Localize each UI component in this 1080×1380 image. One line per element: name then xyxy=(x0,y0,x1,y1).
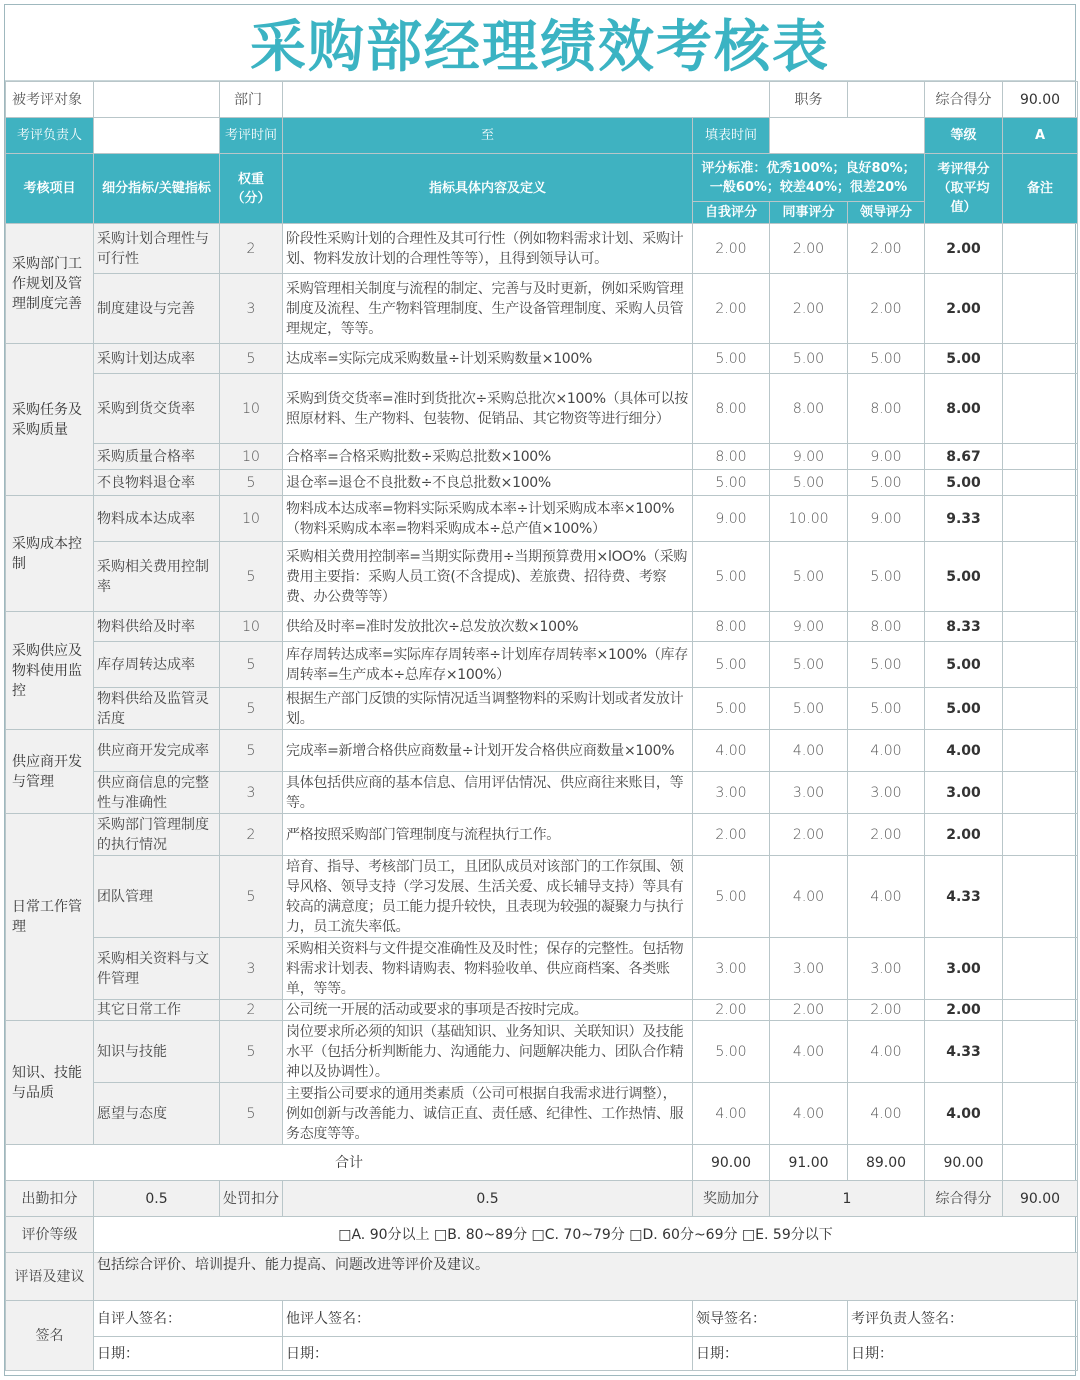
table-row xyxy=(6,1083,1078,1145)
total-leader: 89.00 xyxy=(848,1145,925,1181)
subject-label: 被考评对象 xyxy=(6,82,94,118)
peer-score[interactable]: 5.00 xyxy=(770,542,848,612)
sub-indicator: 采购到货交货率 xyxy=(94,374,220,444)
self-score[interactable]: 2.00 xyxy=(693,814,770,856)
final-score: 4.33 xyxy=(925,856,1003,938)
total-peer: 91.00 xyxy=(770,1145,848,1181)
comments-text[interactable]: 包括综合评价、培训提升、能力提高、问题改进等评价及建议。 xyxy=(94,1253,1078,1301)
final-score: 2.00 xyxy=(925,1000,1003,1021)
weight-value: 5 xyxy=(220,856,283,938)
table-row xyxy=(6,496,1078,542)
remark-cell[interactable] xyxy=(1003,444,1078,470)
deductions-row xyxy=(6,1181,1078,1217)
definition-text: 阶段性采购计划的合理性及其可行性（例如物料需求计划、采购计划、物料发放计划的合理性等等），且得到领导认可。 xyxy=(283,224,693,274)
remark-cell[interactable] xyxy=(1003,772,1078,814)
table-row xyxy=(6,542,1078,612)
self-score[interactable]: 5.00 xyxy=(693,470,770,496)
score-value: 90.00 xyxy=(1003,82,1078,118)
self-score[interactable]: 5.00 xyxy=(693,542,770,612)
peer-score[interactable]: 2.00 xyxy=(770,224,848,274)
final-score: 5.00 xyxy=(925,470,1003,496)
leader-score[interactable]: 3.00 xyxy=(848,772,925,814)
definition-text: 退仓率=退仓不良批数÷不良总批数×100% xyxy=(283,470,693,496)
definition-text: 采购相关费用控制率=当期实际费用÷当期预算费用×lOO%（采购费用主要指：采购人员工资(不含提成)、差旅费、招待费、考察费、办公费等等） xyxy=(283,542,693,612)
table-row xyxy=(6,856,1078,938)
category-cell: 采购部门工作规划及管理制度完善 xyxy=(6,224,94,344)
self-score[interactable]: 5.00 xyxy=(693,688,770,730)
definition-text: 岗位要求所必须的知识（基础知识、业务知识、关联知识）及技能水平（包括分析判断能力、沟通能力、问题解决能力、团队合作精神以及协调性）。 xyxy=(283,1021,693,1083)
self-score[interactable]: 2.00 xyxy=(693,224,770,274)
self-score[interactable]: 5.00 xyxy=(693,1021,770,1083)
final-score: 4.00 xyxy=(925,730,1003,772)
sub-indicator: 物料供给及监管灵活度 xyxy=(94,688,220,730)
col-weight: 权重（分） xyxy=(220,154,283,224)
category-cell: 采购供应及物料使用监控 xyxy=(6,612,94,730)
final-score: 2.00 xyxy=(925,274,1003,344)
peer-score[interactable]: 4.00 xyxy=(770,1083,848,1145)
period-label: 考评时间 xyxy=(220,118,283,154)
table-row xyxy=(6,344,1078,374)
category-cell: 知识、技能与品质 xyxy=(6,1021,94,1145)
position-label: 职务 xyxy=(770,82,848,118)
owner-sign-field[interactable]: 考评负责人签名： xyxy=(848,1301,1078,1337)
sub-indicator: 采购计划合理性与可行性 xyxy=(94,224,220,274)
leader-score[interactable]: 9.00 xyxy=(848,496,925,542)
self-score[interactable]: 5.00 xyxy=(693,856,770,938)
weight-value: 5 xyxy=(220,542,283,612)
self-score[interactable]: 2.00 xyxy=(693,274,770,344)
weight-value: 3 xyxy=(220,772,283,814)
final-score: 3.00 xyxy=(925,938,1003,1000)
self-score[interactable]: 9.00 xyxy=(693,496,770,542)
weight-value: 10 xyxy=(220,496,283,542)
table-row xyxy=(6,444,1078,470)
leader-score[interactable]: 4.00 xyxy=(848,730,925,772)
bonus-label: 奖励加分 xyxy=(693,1181,770,1217)
definition-text: 物料成本达成率=物料实际采购成本率÷计划采购成本率×100%（物料采购成本率=物料采购成本÷总产值×100%） xyxy=(283,496,693,542)
table-row xyxy=(6,772,1078,814)
leader-score[interactable]: 8.00 xyxy=(848,612,925,642)
peer-score[interactable]: 4.00 xyxy=(770,730,848,772)
page-title: 采购部经理绩效考核表 xyxy=(5,5,1075,81)
appraisal-sheet xyxy=(4,4,1076,1376)
sub-indicator: 不良物料退仓率 xyxy=(94,470,220,496)
remark-cell[interactable] xyxy=(1003,1021,1078,1083)
weight-value: 5 xyxy=(220,730,283,772)
remark-cell[interactable] xyxy=(1003,542,1078,612)
final-score: 5.00 xyxy=(925,542,1003,612)
leader-score[interactable]: 2.00 xyxy=(848,274,925,344)
table-row xyxy=(6,1000,1078,1021)
col-sub: 细分指标/关键指标 xyxy=(94,154,220,224)
sub-indicator: 采购相关资料与文件管理 xyxy=(94,938,220,1000)
category-cell: 采购任务及采购质量 xyxy=(6,344,94,496)
remark-cell[interactable] xyxy=(1003,470,1078,496)
leader-score[interactable]: 5.00 xyxy=(848,688,925,730)
penalty-label: 处罚扣分 xyxy=(220,1181,283,1217)
peer-score[interactable]: 4.00 xyxy=(770,856,848,938)
position-input[interactable] xyxy=(848,82,925,118)
period-to[interactable]: 至 xyxy=(283,118,693,154)
peer-score[interactable]: 5.00 xyxy=(770,642,848,688)
remark-cell[interactable] xyxy=(1003,612,1078,642)
comments-row xyxy=(6,1253,1078,1301)
grade-label: 等级 xyxy=(925,118,1003,154)
table-row xyxy=(6,224,1078,274)
peer-score[interactable]: 9.00 xyxy=(770,444,848,470)
signature-row xyxy=(6,1337,1078,1371)
final-score: 5.00 xyxy=(925,642,1003,688)
definition-text: 公司统一开展的活动或要求的事项是否按时完成。 xyxy=(283,1000,693,1021)
self-score[interactable]: 4.00 xyxy=(693,730,770,772)
peer-score[interactable]: 9.00 xyxy=(770,612,848,642)
fill-time-input[interactable] xyxy=(770,118,925,154)
col-standard: 评分标准：优秀100%；良好80%；一般60%；较差40%；很差20% xyxy=(693,154,925,202)
bonus-value[interactable]: 1 xyxy=(770,1181,925,1217)
owner-label: 考评负责人 xyxy=(6,118,94,154)
definition-text: 采购管理相关制度与流程的制定、完善与及时更新，例如采购管理制度及流程、生产物料管理制度、生产设备管理制度、采购人员管理规定，等等。 xyxy=(283,274,693,344)
table-row xyxy=(6,938,1078,1000)
remark-cell[interactable] xyxy=(1003,496,1078,542)
remark-cell[interactable] xyxy=(1003,856,1078,938)
peer-score[interactable]: 5.00 xyxy=(770,688,848,730)
final-score: 8.00 xyxy=(925,374,1003,444)
peer-score[interactable]: 5.00 xyxy=(770,470,848,496)
table-row xyxy=(6,274,1078,344)
fill-time-label: 填表时间 xyxy=(693,118,770,154)
category-cell: 采购成本控制 xyxy=(6,496,94,612)
leader-score[interactable]: 5.00 xyxy=(848,344,925,374)
definition-text: 合格率=合格采购批数÷采购总批数×100% xyxy=(283,444,693,470)
weight-value: 10 xyxy=(220,612,283,642)
grade-value: A xyxy=(1003,118,1078,154)
weight-value: 5 xyxy=(220,1083,283,1145)
remark-cell[interactable] xyxy=(1003,814,1078,856)
grading-label: 评价等级 xyxy=(6,1217,94,1253)
final-score: 5.00 xyxy=(925,688,1003,730)
leader-date-field[interactable]: 日期： xyxy=(693,1337,848,1371)
self-score[interactable]: 2.00 xyxy=(693,1000,770,1021)
sub-indicator: 采购相关费用控制率 xyxy=(94,542,220,612)
table-row xyxy=(6,612,1078,642)
table-row xyxy=(6,688,1078,730)
peer-score[interactable]: 2.00 xyxy=(770,814,848,856)
weight-value: 2 xyxy=(220,814,283,856)
sub-indicator: 物料供给及时率 xyxy=(94,612,220,642)
definition-text: 达成率=实际完成采购数量÷计划采购数量×100% xyxy=(283,344,693,374)
definition-text: 完成率=新增合格供应商数量÷计划开发合格供应商数量×100% xyxy=(283,730,693,772)
owner-input[interactable] xyxy=(94,118,220,154)
weight-value: 2 xyxy=(220,1000,283,1021)
overall-value: 90.00 xyxy=(1003,1181,1078,1217)
weight-value: 10 xyxy=(220,374,283,444)
col-remark: 备注 xyxy=(1003,154,1078,224)
final-score: 4.33 xyxy=(925,1021,1003,1083)
col-item: 考核项目 xyxy=(6,154,94,224)
definition-text: 采购相关资料与文件提交准确性及及时性；保存的完整性。包括物料需求计划表、物料请购表、物料验收单、供应商档案、各类账单，等等。 xyxy=(283,938,693,1000)
leader-score[interactable]: 3.00 xyxy=(848,938,925,1000)
peer-score[interactable]: 10.00 xyxy=(770,496,848,542)
leader-score[interactable]: 8.00 xyxy=(848,374,925,444)
definition-text: 主要指公司要求的通用类素质（公司可根据自我需求进行调整），例如创新与改善能力、诚信正直、责任感、纪律性、工作热情、服务态度等等。 xyxy=(283,1083,693,1145)
definition-text: 根据生产部门反馈的实际情况适当调整物料的采购计划或者发放计划。 xyxy=(283,688,693,730)
self-sign-field[interactable]: 自评人签名： xyxy=(94,1301,283,1337)
final-score: 4.00 xyxy=(925,1083,1003,1145)
remark-cell[interactable] xyxy=(1003,1000,1078,1021)
definition-text: 库存周转达成率=实际库存周转率÷计划库存周转率×100%（库存周转率=生产成本÷总库存×100%） xyxy=(283,642,693,688)
self-score[interactable]: 8.00 xyxy=(693,444,770,470)
remark-cell[interactable] xyxy=(1003,224,1078,274)
signature-label: 签名 xyxy=(6,1301,94,1371)
weight-value: 5 xyxy=(220,1021,283,1083)
total-self: 90.00 xyxy=(693,1145,770,1181)
leader-score[interactable]: 4.00 xyxy=(848,1021,925,1083)
col-final: 考评得分（取平均值） xyxy=(925,154,1003,224)
sub-indicator: 采购计划达成率 xyxy=(94,344,220,374)
sub-indicator: 其它日常工作 xyxy=(94,1000,220,1021)
remark-cell[interactable] xyxy=(1003,344,1078,374)
sub-indicator: 制度建设与完善 xyxy=(94,274,220,344)
category-cell: 日常工作管理 xyxy=(6,814,94,1021)
dept-label: 部门 xyxy=(220,82,283,118)
sub-indicator: 知识与技能 xyxy=(94,1021,220,1083)
weight-value: 3 xyxy=(220,274,283,344)
sub-indicator: 团队管理 xyxy=(94,856,220,938)
peer-score[interactable]: 4.00 xyxy=(770,1021,848,1083)
owner-date-field[interactable]: 日期： xyxy=(848,1337,1078,1371)
sub-indicator: 物料成本达成率 xyxy=(94,496,220,542)
attendance-label: 出勤扣分 xyxy=(6,1181,94,1217)
remark-cell[interactable] xyxy=(1003,642,1078,688)
table-row xyxy=(6,642,1078,688)
grading-row xyxy=(6,1217,1078,1253)
remark-cell[interactable] xyxy=(1003,274,1078,344)
weight-value: 5 xyxy=(220,688,283,730)
attendance-value[interactable]: 0.5 xyxy=(94,1181,220,1217)
col-self: 自我评分 xyxy=(693,202,770,224)
total-remark xyxy=(1003,1145,1078,1181)
self-score[interactable]: 5.00 xyxy=(693,642,770,688)
leader-score[interactable]: 2.00 xyxy=(848,1000,925,1021)
leader-sign-field[interactable]: 领导签名： xyxy=(693,1301,848,1337)
col-peer: 同事评分 xyxy=(770,202,848,224)
weight-value: 5 xyxy=(220,470,283,496)
self-score[interactable]: 8.00 xyxy=(693,612,770,642)
definition-text: 具体包括供应商的基本信息、信用评估情况、供应商往来账目，等等。 xyxy=(283,772,693,814)
self-score[interactable]: 3.00 xyxy=(693,772,770,814)
penalty-value[interactable]: 0.5 xyxy=(283,1181,693,1217)
final-score: 8.67 xyxy=(925,444,1003,470)
sub-indicator: 采购质量合格率 xyxy=(94,444,220,470)
dept-input[interactable] xyxy=(283,82,770,118)
col-leader: 领导评分 xyxy=(848,202,925,224)
weight-value: 5 xyxy=(220,344,283,374)
final-score: 2.00 xyxy=(925,224,1003,274)
definition-text: 供给及时率=准时发放批次÷总发放次数×100% xyxy=(283,612,693,642)
leader-score[interactable]: 4.00 xyxy=(848,856,925,938)
definition-text: 采购到货交货率=准时到货批次÷采购总批次×100%（具体可以按照原材料、生产物料、包装物、促销品、其它物资等进行细分） xyxy=(283,374,693,444)
weight-value: 5 xyxy=(220,642,283,688)
table-row xyxy=(6,814,1078,856)
total-row xyxy=(6,1145,1078,1181)
leader-score[interactable]: 5.00 xyxy=(848,542,925,612)
peer-sign-field[interactable]: 他评人签名： xyxy=(283,1301,693,1337)
table-row xyxy=(6,730,1078,772)
table-row xyxy=(6,374,1078,444)
self-score[interactable]: 5.00 xyxy=(693,344,770,374)
comments-label: 评语及建议 xyxy=(6,1253,94,1301)
category-cell: 供应商开发与管理 xyxy=(6,730,94,814)
self-date-field[interactable]: 日期： xyxy=(94,1337,283,1371)
peer-score[interactable]: 3.00 xyxy=(770,938,848,1000)
remark-cell[interactable] xyxy=(1003,374,1078,444)
leader-score[interactable]: 2.00 xyxy=(848,814,925,856)
leader-score[interactable]: 5.00 xyxy=(848,642,925,688)
grading-options[interactable]: □A. 90分以上 □B. 80~89分 □C. 70~79分 □D. 60分~69分 □E. 59分以下 xyxy=(94,1217,1078,1253)
final-score: 9.33 xyxy=(925,496,1003,542)
table-row xyxy=(6,470,1078,496)
peer-date-field[interactable]: 日期： xyxy=(283,1337,693,1371)
sub-indicator: 供应商信息的完整性与准确性 xyxy=(94,772,220,814)
remark-cell[interactable] xyxy=(1003,688,1078,730)
leader-score[interactable]: 9.00 xyxy=(848,444,925,470)
self-score[interactable]: 3.00 xyxy=(693,938,770,1000)
remark-cell[interactable] xyxy=(1003,938,1078,1000)
weight-value: 10 xyxy=(220,444,283,470)
sub-indicator: 愿望与态度 xyxy=(94,1083,220,1145)
remark-cell[interactable] xyxy=(1003,730,1078,772)
final-score: 3.00 xyxy=(925,772,1003,814)
final-score: 5.00 xyxy=(925,344,1003,374)
peer-score[interactable]: 2.00 xyxy=(770,1000,848,1021)
final-score: 8.33 xyxy=(925,612,1003,642)
weight-value: 2 xyxy=(220,224,283,274)
self-score[interactable]: 8.00 xyxy=(693,374,770,444)
self-score[interactable]: 4.00 xyxy=(693,1083,770,1145)
peer-score[interactable]: 5.00 xyxy=(770,344,848,374)
definition-text: 严格按照采购部门管理制度与流程执行工作。 xyxy=(283,814,693,856)
sub-indicator: 库存周转达成率 xyxy=(94,642,220,688)
total-label: 合计 xyxy=(6,1145,693,1181)
leader-score[interactable]: 4.00 xyxy=(848,1083,925,1145)
score-label: 综合得分 xyxy=(925,82,1003,118)
subject-input[interactable] xyxy=(94,82,220,118)
col-definition: 指标具体内容及定义 xyxy=(283,154,693,224)
definition-text: 培育、指导、考核部门员工，且团队成员对该部门的工作氛围、领导风格、领导支持（学习发展、生活关爱、成长辅导支持）等具有较高的满意度；员工能力提升较快，且表现为较强的凝聚力与执行力，员工流失率低。 xyxy=(283,856,693,938)
total-final: 90.00 xyxy=(925,1145,1003,1181)
final-score: 2.00 xyxy=(925,814,1003,856)
appraisal-table xyxy=(5,81,1078,1371)
sub-indicator: 供应商开发完成率 xyxy=(94,730,220,772)
sub-indicator: 采购部门管理制度的执行情况 xyxy=(94,814,220,856)
leader-score[interactable]: 5.00 xyxy=(848,470,925,496)
weight-value: 3 xyxy=(220,938,283,1000)
peer-score[interactable]: 2.00 xyxy=(770,274,848,344)
remark-cell[interactable] xyxy=(1003,1083,1078,1145)
signature-row xyxy=(6,1301,1078,1337)
peer-score[interactable]: 3.00 xyxy=(770,772,848,814)
leader-score[interactable]: 2.00 xyxy=(848,224,925,274)
table-row xyxy=(6,1021,1078,1083)
peer-score[interactable]: 8.00 xyxy=(770,374,848,444)
overall-label: 综合得分 xyxy=(925,1181,1003,1217)
